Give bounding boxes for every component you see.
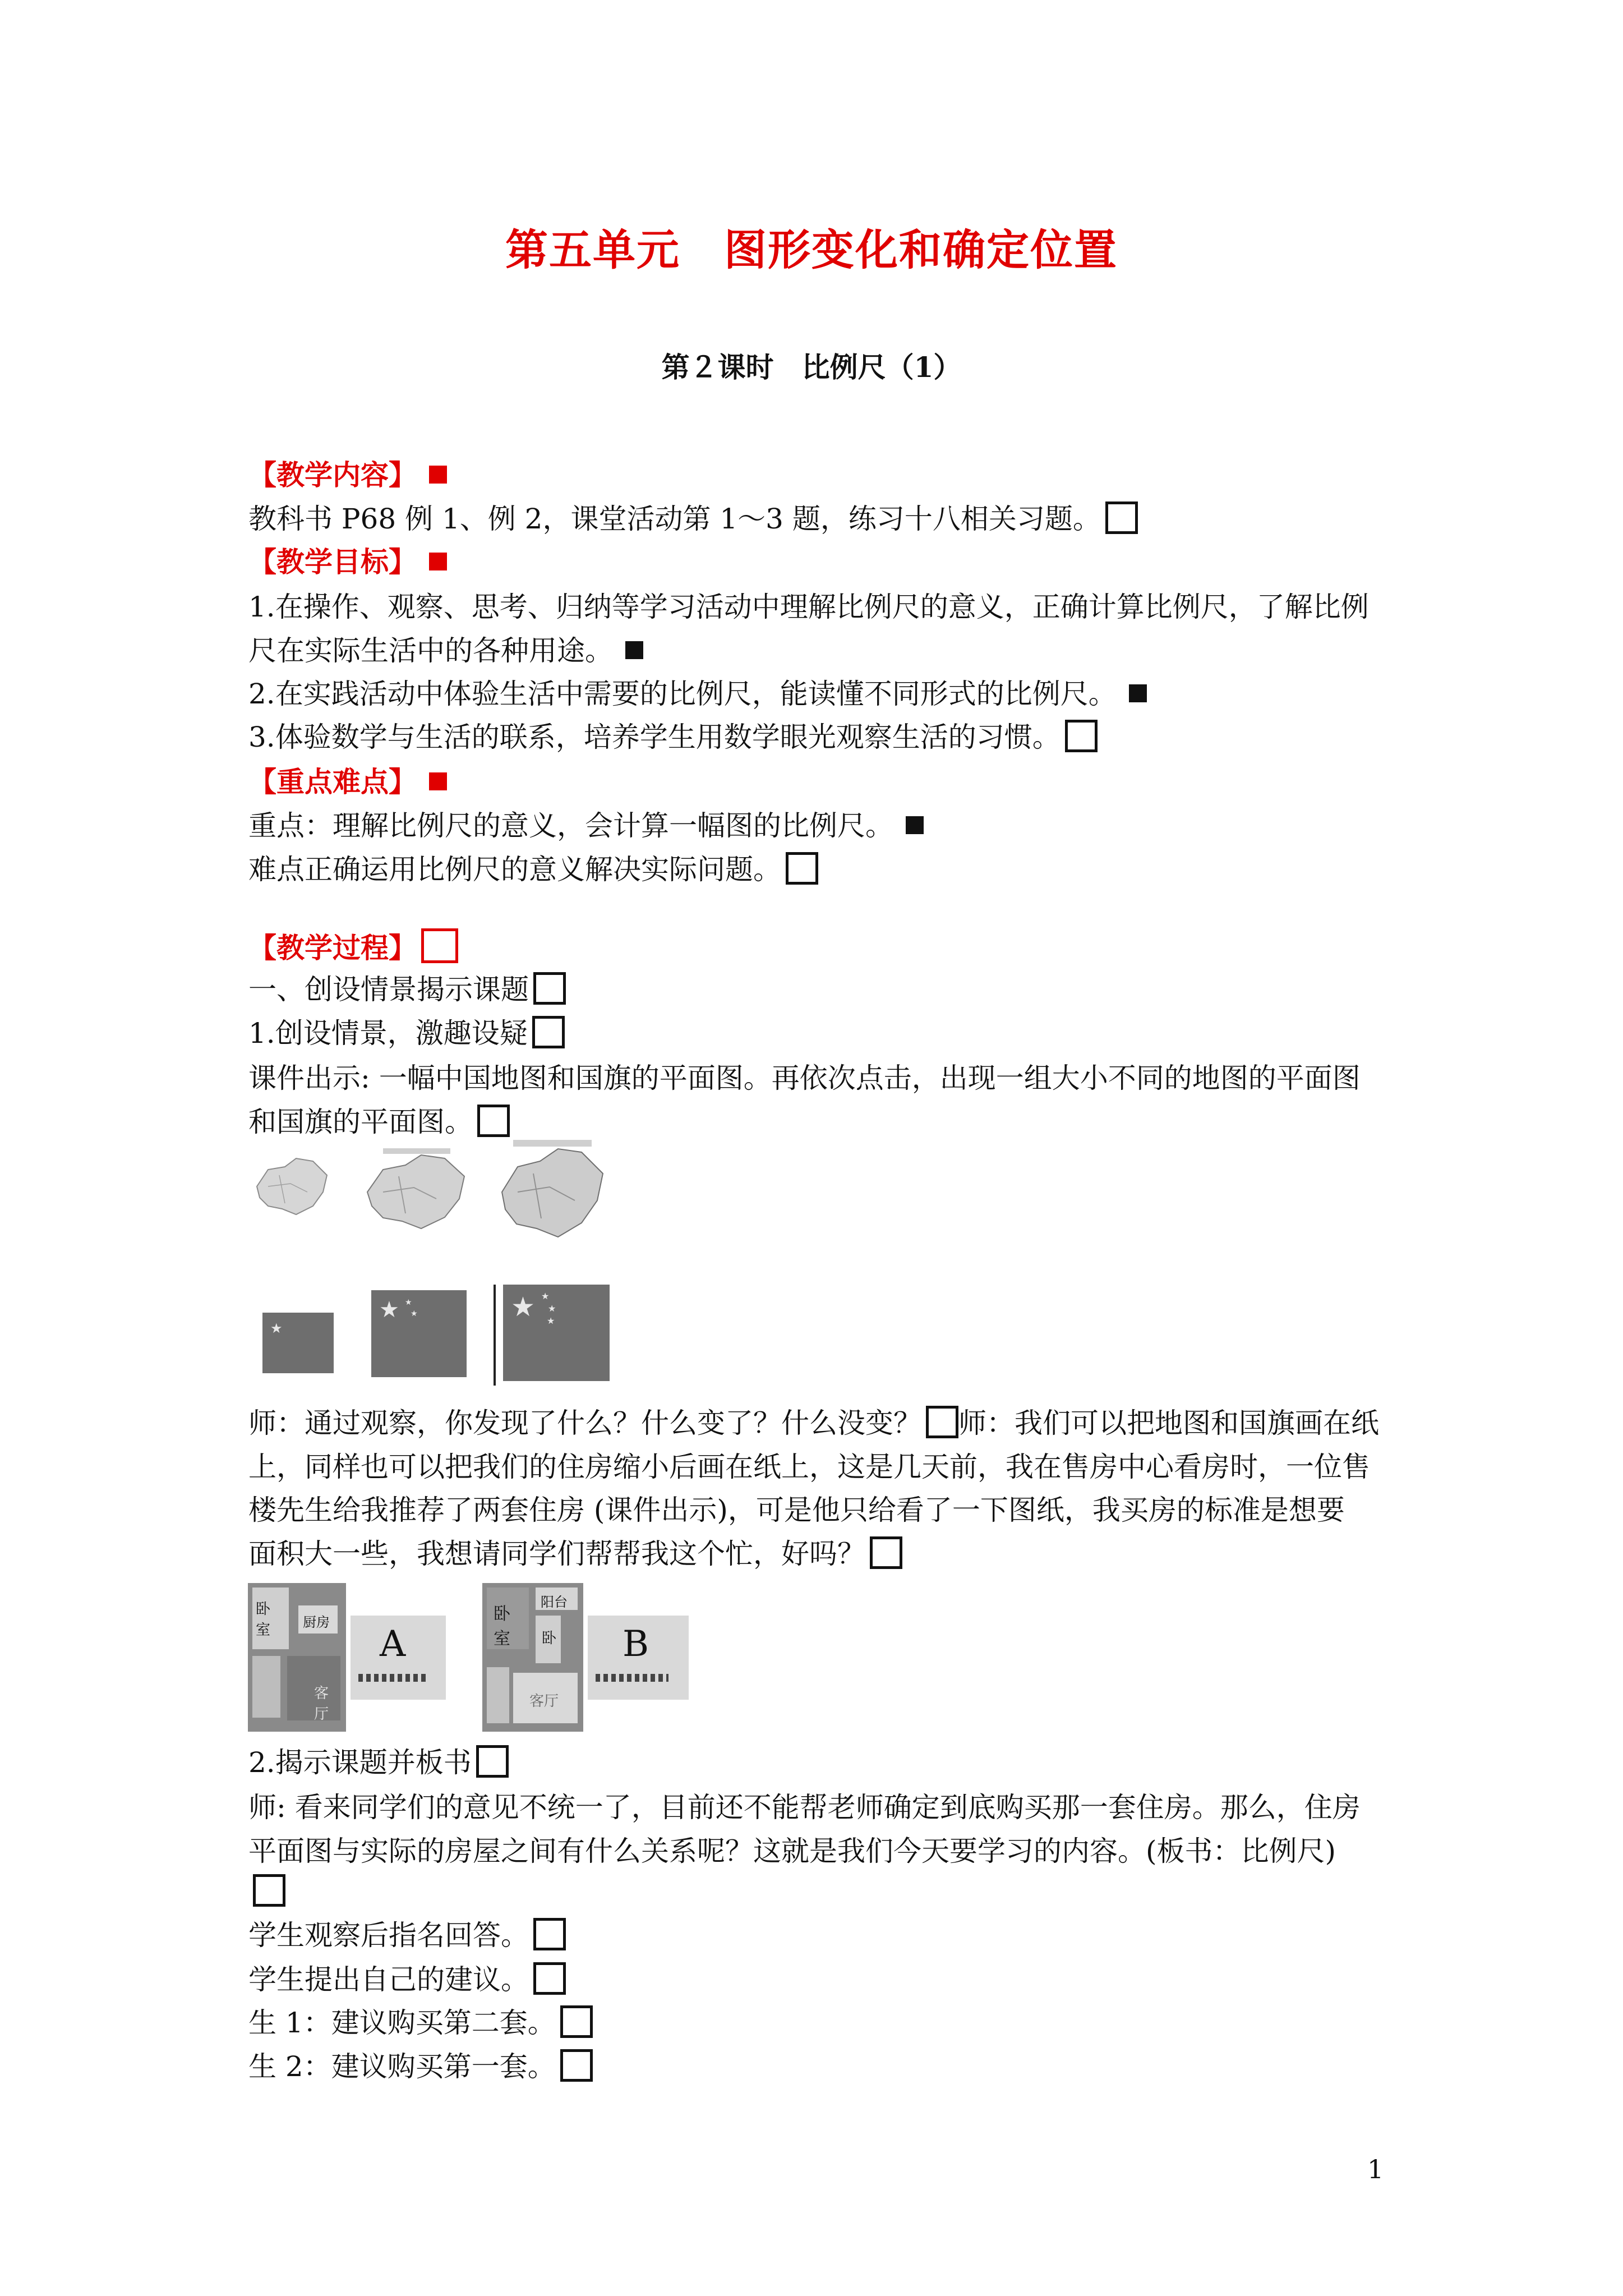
line-text: 平面图与实际的房屋之间有什么关系呢？这就是我们今天要学习的内容。(板书：比例尺) bbox=[248, 1835, 1336, 1867]
flag-small bbox=[262, 1313, 334, 1373]
line-text: 2.揭示课题并板书 bbox=[248, 1746, 472, 1779]
line-text: 师：通过观察，你发现了什么？什么变了？什么没变？ bbox=[248, 1407, 921, 1439]
line-text: 【教学目标】 bbox=[248, 545, 417, 578]
text-line bbox=[248, 633, 643, 669]
line-text-tail: 师：我们可以把地图和国旗画在纸 bbox=[958, 1407, 1379, 1439]
text-line bbox=[248, 2049, 593, 2085]
text-line bbox=[248, 1405, 1379, 1441]
text-line bbox=[248, 1060, 1361, 1096]
divider-line bbox=[494, 1285, 496, 1386]
text-line bbox=[248, 2005, 593, 2041]
checkbox[interactable] bbox=[253, 1874, 285, 1907]
section-heading bbox=[248, 544, 447, 580]
text-line bbox=[248, 852, 818, 887]
line-text: 【教学内容】 bbox=[248, 458, 417, 491]
checkbox[interactable] bbox=[870, 1536, 902, 1569]
line-text: 重点：理解比例尺的意义，会计算一幅图的比例尺。 bbox=[248, 809, 893, 842]
svg-text:★: ★ bbox=[405, 1298, 412, 1307]
line-text: 1.在操作、观察、思考、归纳等学习活动中理解比例尺的意义，正确计算比例尺，了解比例 bbox=[248, 591, 1369, 623]
svg-text:★: ★ bbox=[411, 1309, 418, 1318]
line-text: 师: 看来同学们的意见不统一了，目前还不能帮老师确定到底购买那一套住房。那么，住房 bbox=[248, 1791, 1361, 1824]
page-number: 1 bbox=[1367, 2154, 1384, 2184]
plan-a-room-1: 卧室 bbox=[256, 1601, 271, 1639]
line-text: 生 1：建议购买第二套。 bbox=[248, 2007, 556, 2039]
text-line bbox=[248, 1874, 285, 1910]
checkbox[interactable] bbox=[532, 1016, 565, 1048]
section-heading bbox=[248, 764, 447, 800]
checkbox[interactable] bbox=[477, 1105, 510, 1137]
line-text: 一、创设情景揭示课题 bbox=[248, 973, 529, 1006]
line-text: 学生观察后指名回答。 bbox=[248, 1919, 529, 1952]
svg-text:★: ★ bbox=[379, 1297, 399, 1323]
plan-b-room-4: 客厅 bbox=[529, 1693, 559, 1710]
black-square-marker bbox=[625, 641, 643, 659]
line-text: 3.体验数学与生活的联系，培养学生用数学眼光观察生活的习惯。 bbox=[248, 721, 1061, 753]
text-line bbox=[248, 719, 1098, 755]
plan-a-label: A bbox=[380, 1623, 406, 1665]
text-line bbox=[248, 676, 1147, 712]
red-square-marker bbox=[429, 466, 447, 484]
text-line bbox=[248, 1492, 1345, 1528]
floor-plan-b bbox=[482, 1583, 583, 1732]
text-line bbox=[248, 808, 924, 844]
text-line bbox=[248, 589, 1369, 625]
flag-medium bbox=[371, 1290, 467, 1377]
line-text: 上，同样也可以把我们的住房缩小后画在纸上，这是几天前，我在售房中心看房时，一位售 bbox=[248, 1451, 1370, 1483]
red-square-marker bbox=[429, 772, 447, 790]
plan-a-label-card bbox=[351, 1616, 446, 1700]
checkbox[interactable] bbox=[533, 1962, 566, 1995]
plan-b-room-2: 阳台 bbox=[541, 1594, 568, 1610]
text-line bbox=[248, 1833, 1336, 1869]
flag-large bbox=[503, 1285, 610, 1381]
section-heading bbox=[248, 928, 458, 966]
checkbox[interactable] bbox=[476, 1745, 509, 1778]
plan-a-scale-bar bbox=[358, 1674, 426, 1682]
line-text: 面积大一些，我想请同学们帮帮我这个忙，好吗？ bbox=[248, 1538, 865, 1570]
svg-text:★: ★ bbox=[511, 1291, 536, 1323]
line-text: 生 2：建议购买第一套。 bbox=[248, 2050, 556, 2083]
svg-text:★: ★ bbox=[541, 1291, 550, 1301]
china-map-small bbox=[251, 1153, 335, 1223]
svg-text:★: ★ bbox=[548, 1303, 556, 1314]
text-line bbox=[248, 1745, 509, 1780]
text-line bbox=[248, 972, 566, 1007]
black-square-marker bbox=[1129, 684, 1147, 702]
text-line bbox=[248, 501, 1138, 537]
line-text: 【教学过程】 bbox=[248, 931, 417, 964]
china-map-large bbox=[496, 1139, 608, 1245]
svg-text:★: ★ bbox=[270, 1320, 283, 1336]
china-map-medium bbox=[361, 1147, 473, 1237]
line-text: 教科书 P68 例 1、例 2，课堂活动第 1～3 题，练习十八相关习题。 bbox=[248, 503, 1101, 535]
floor-plan-a bbox=[248, 1583, 346, 1732]
text-line bbox=[248, 1015, 565, 1051]
lesson-subtitle: 第２课时 比例尺（1） bbox=[661, 351, 962, 384]
line-text: 和国旗的平面图。 bbox=[248, 1106, 473, 1138]
line-text: 楼先生给我推荐了两套住房 (课件出示)，可是他只给看了一下图纸，我买房的标准是想要 bbox=[248, 1494, 1345, 1526]
text-line bbox=[248, 1104, 510, 1140]
checkbox[interactable] bbox=[1065, 720, 1098, 752]
plan-b-room-1: 卧室 bbox=[494, 1604, 510, 1649]
line-text: 学生提出自己的建议。 bbox=[248, 1963, 529, 1996]
plan-a-room-2: 厨房 bbox=[303, 1614, 330, 1630]
line-text: 【重点难点】 bbox=[248, 765, 417, 798]
red-square-marker bbox=[429, 553, 447, 570]
text-line bbox=[248, 1449, 1370, 1485]
text-line bbox=[248, 1917, 566, 1953]
checkbox[interactable] bbox=[926, 1406, 958, 1438]
checkbox[interactable] bbox=[421, 928, 458, 963]
plan-b-scale-bar bbox=[596, 1674, 668, 1682]
line-text: 难点正确运用比例尺的意义解决实际问题。 bbox=[248, 853, 781, 886]
checkbox[interactable] bbox=[1105, 501, 1138, 534]
text-line bbox=[248, 1962, 566, 1998]
svg-text:★: ★ bbox=[547, 1315, 555, 1326]
checkbox[interactable] bbox=[533, 1918, 566, 1950]
checkbox[interactable] bbox=[786, 852, 818, 885]
black-square-marker bbox=[906, 816, 924, 834]
document-title: 第五单元 图形变化和确定位置 bbox=[505, 225, 1118, 275]
line-text: 2.在实践活动中体验生活中需要的比例尺，能读懂不同形式的比例尺。 bbox=[248, 678, 1117, 710]
line-text: 1.创设情景，激趣设疑 bbox=[248, 1017, 528, 1050]
plan-b-label: B bbox=[623, 1623, 649, 1665]
plan-b-label-card bbox=[588, 1616, 689, 1700]
plan-a-room-3: 客厅 bbox=[314, 1685, 329, 1723]
checkbox[interactable] bbox=[533, 972, 566, 1005]
text-line bbox=[248, 1789, 1361, 1825]
line-text: 尺在实际生活中的各种用途。 bbox=[248, 634, 613, 667]
plan-b-room-3: 卧 bbox=[542, 1630, 557, 1647]
line-text: 课件出示: 一幅中国地图和国旗的平面图。再依次点击，出现一组大小不同的地图的平面图 bbox=[248, 1062, 1361, 1094]
text-line bbox=[248, 1536, 902, 1572]
checkbox[interactable] bbox=[560, 2005, 593, 2038]
checkbox[interactable] bbox=[560, 2049, 593, 2082]
section-heading bbox=[248, 457, 447, 493]
